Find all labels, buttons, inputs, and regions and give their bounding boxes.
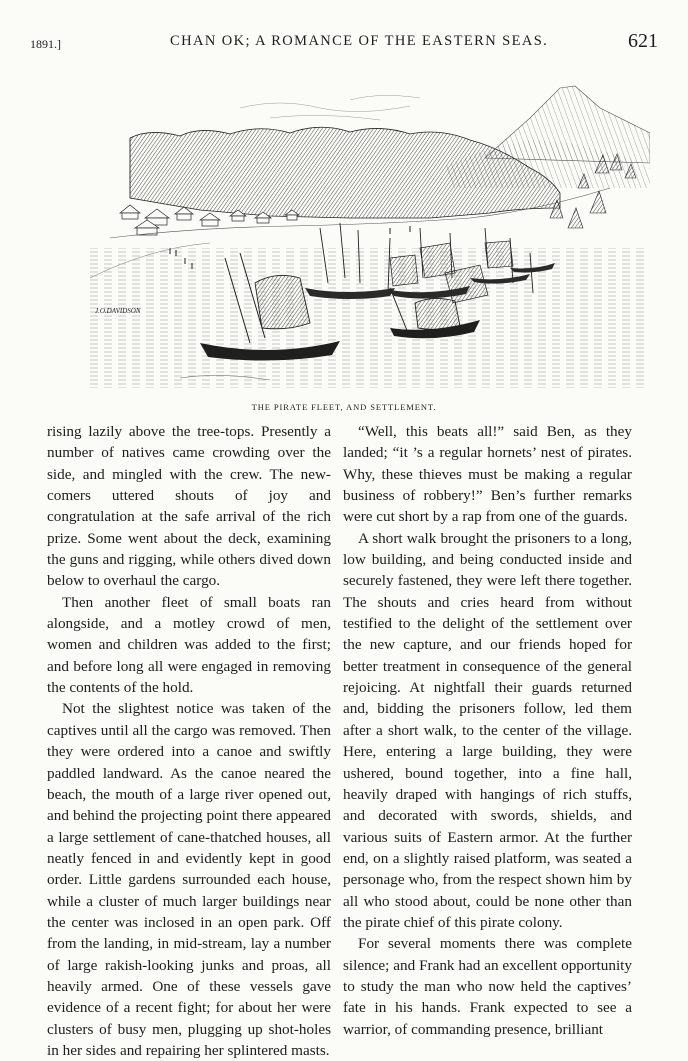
page-number: 621: [628, 30, 658, 52]
left-column: [47, 421, 331, 1061]
pirate-fleet-illustration: [90, 78, 650, 388]
paragraph: A short walk brought the prisoners to a long, low building, and being conducted inside and securely fastened, they were left there together. The shouts and cries heard from without testified to the delight of the settlement over the new capture, and our friends hoped for better treatment in consequence of the general rejoicing. At nightfall their guards returned and, bidding the prisoners follow, led them after a short walk, to the center of the village. Here, entering a large building, they were ushered, bound together, into a fine hall, heavily draped with hangings of rich stuffs, and decorated with swords, shields, and various suits of Eastern armor. At the further end, on a slightly raised platform, was seated a personage who, from the respect shown him by all who stood about, could be none other than the pirate chief of this pirate colony.: [343, 529, 632, 931]
header-title: CHAN OK; A ROMANCE OF THE EASTERN SEAS.: [170, 33, 549, 49]
artist-signature: J.O.DAVIDSON: [95, 307, 141, 315]
paragraph: “Well, this beats all!” said Ben, as they landed; “it ’s a regular hornets’ nest of pirates. Why, these thieves must be making a regular business of robbery!” Ben’s further remarks were cut short by a rap from one of the guards.: [343, 423, 632, 526]
running-header: [30, 30, 658, 56]
paragraph: For several moments there was complete silence; and Frank had an excellent opportunity to study the man who now held the captives’ fate in his hands. Frank expected to see a warrior, of commanding presence, brilliant: [343, 935, 632, 1038]
paragraph: rising lazily above the tree-tops. Presently a number of natives came crowding over the side, and mingled with the crew. The new-comers uttered shouts of joy and congratulation at the safe arrival of the rich prize. Some went about the deck, examining the guns and rigging, while others dived down below to overhaul the cargo.: [47, 423, 331, 590]
illustration-caption: THE PIRATE FLEET, AND SETTLEMENT.: [251, 402, 437, 412]
paragraph: Then another fleet of small boats ran alongside, and a motley crowd of men, women and children was added to the first; and before long all were engaged in removing the contents of the hold.: [47, 593, 331, 697]
paragraph: Not the slightest notice was taken of the captives until all the cargo was removed. Then they were ordered into a canoe and swiftly paddled landward. As the canoe neared the beach, the mouth of a large river opened out, and behind the projecting point there appeared a large settlement of cane-thatched houses, all neatly fenced in and evidently kept in good order. Little gardens surrounded each house, while a cluster of much larger buildings near the center was inclosed in an open park. Off from the landing, in mid-stream, lay a number of large rakish-looking junks and proas, all heavily armed. One of these vessels gave evidence of a recent fight; for about her were clusters of busy men, plugging up shot-holes in her sides and repairing her splintered masts.: [47, 700, 331, 1059]
right-column: [343, 421, 632, 1040]
header-year: 1891.]: [30, 37, 61, 51]
